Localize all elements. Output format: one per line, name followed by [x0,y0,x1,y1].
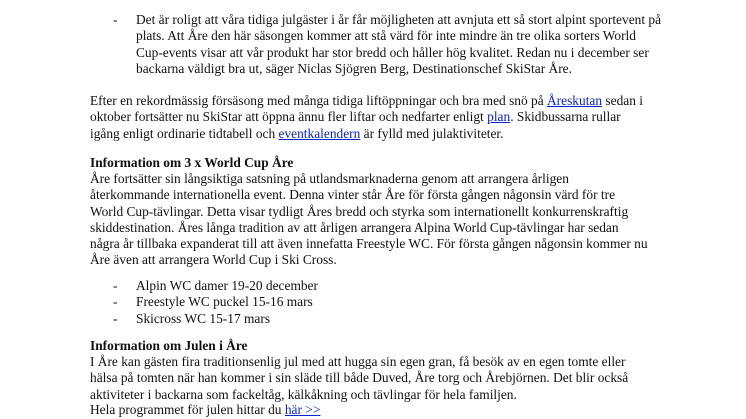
christmas-heading: Information om Julen i Åre [90,338,248,353]
bullet-dash: - [113,294,118,309]
worldcup-heading: Information om 3 x World Cup Åre [90,155,294,170]
areskutan-link[interactable]: Åreskutan [547,93,603,108]
christmas-paragraph: I Åre kan gästen fira traditionsenlig jul med att hugga sin egen gran, få besök av en egen tomte eller hälsa på tomten när han kommer i sin släde till både Duved, Åre torg och Årebjörnen. Det blir också aktiviteter i backarna som fackeltåg, kälkåkning och tävlingar för hela familjen. [90,354,629,402]
season-text-d: är fylld med julaktiviteter. [360,125,504,141]
bullet-dash: - [113,278,118,293]
season-paragraph [90,93,650,142]
event-item-freestyle: Freestyle WC puckel 15-16 mars [136,294,313,309]
season-text-c: . Skidbussarna rullar igång enligt ordinarie tidtabell och [90,109,621,141]
plan-link[interactable]: plan [487,109,511,125]
worldcup-paragraph: Åre fortsätter sin långsiktiga satsning på utlandsmarknaderna genom att arrangera årligen återkommande internationella event. Denna vinter står Åre för första gången någonsin värd för tre World Cup-tävlingar. Detta visar tydligt Åres bredd och styrka som internationellt konkurrenskraftig skiddestination. Åres långa tradition av att årligen arrangera Alpina World Cup-tävlingar har sedan några år tillbaka expanderat till att även innefatta Freestyle WC. För första gången någonsin kommer nu Åre även att arrangera World Cup i Ski Cross. [90,171,648,268]
eventkalender-link[interactable]: eventkalendern [278,125,361,141]
program-text: Hela programmet för julen hittar du [90,402,285,417]
season-text-b: sedan i oktober fortsätter nu SkiStar att öppna ännu fler liftar och nedfarter enligt [90,93,643,125]
event-item-alpin: Alpin WC damer 19-20 december [136,278,318,293]
season-text-a: Efter en rekordmässig försäsong med många tidiga liftöppningar och bra med snö på [90,93,548,108]
event-item-skicross: Skicross WC 15-17 mars [136,311,271,326]
program-line [90,402,690,418]
bullet-dash: - [113,12,118,27]
quote-paragraph: Det är roligt att våra tidiga julgäster i år får möjligheten att avnjuta ett så stort alpint sportevent på plats. Att Åre den här säsongen kommer att stå värd för inte mindre än tre olika sorters World Cup-events visar att vår produkt har stor bredd och håller hög kvalitet. Redan nu i december ser backarna väldigt bra ut, säger Niclas Sjögren Berg, Destinationschef SkiStar Åre. [136,12,662,76]
bullet-dash: - [113,311,118,326]
program-link[interactable]: här >> [284,402,321,417]
